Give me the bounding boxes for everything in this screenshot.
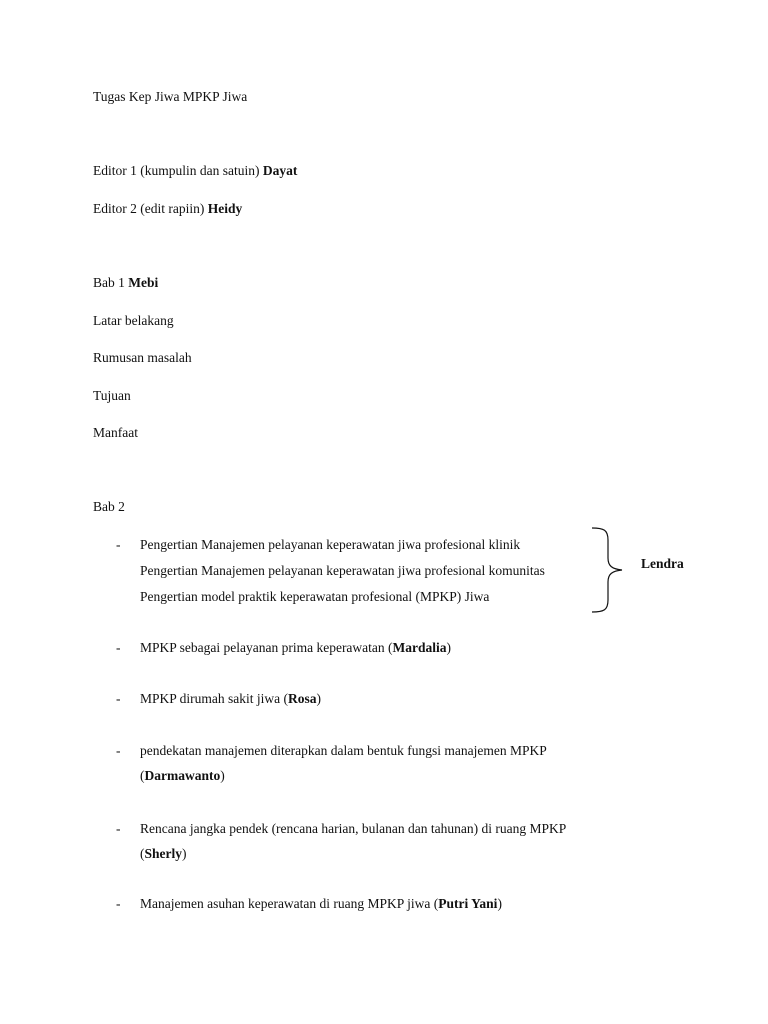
bullet-dash: - [116, 821, 121, 836]
item-assignee: Darmawanto [144, 768, 221, 783]
bab-2-item [140, 639, 451, 657]
item-text: MPKP dirumah sakit jiwa ( [140, 691, 288, 706]
editor-1-line [93, 162, 297, 180]
item-text: ( [140, 846, 145, 861]
item-assignee: Mardalia [392, 640, 447, 655]
group-line: Pengertian Manajemen pelayanan keperawatan jiwa profesional klinik [140, 537, 521, 552]
bab-2-item-line-1: Rencana jangka pendek (rencana harian, bulanan dan tahunan) di ruang MPKP [140, 821, 567, 836]
document-title: Tugas Kep Jiwa MPKP Jiwa [93, 89, 248, 104]
editor-1-label: Editor 1 (kumpulin dan satuin) [93, 163, 260, 178]
item-text: ( [140, 768, 145, 783]
item-assignee: Rosa [288, 691, 317, 706]
item-text-close: ) [220, 768, 225, 783]
editor-2-name: Heidy [207, 201, 243, 216]
item-text-close: ) [316, 691, 322, 706]
editor-2-line [93, 200, 242, 218]
bab-1-heading [93, 274, 158, 292]
bullet-dash: - [116, 691, 121, 706]
bab-2-item [140, 895, 502, 913]
bab-2-item-line-2 [140, 767, 225, 785]
item-assignee: Sherly [144, 846, 183, 861]
bab-1-item: Latar belakang [93, 313, 174, 328]
bullet-dash: - [116, 640, 121, 655]
bullet-dash: - [116, 896, 121, 911]
bab-2-heading: Bab 2 [93, 499, 125, 514]
curly-brace-icon [590, 526, 630, 614]
bab-2-item-line-1: pendekatan manajemen diterapkan dalam bentuk fungsi manajemen MPKP [140, 743, 547, 758]
bab-1-label: Bab 1 [93, 275, 125, 290]
item-text: Manajemen asuhan keperawatan di ruang MPKP jiwa ( [140, 896, 439, 911]
bab-1-item: Rumusan masalah [93, 350, 192, 365]
item-assignee: Putri Yani [438, 896, 498, 911]
bab-2-item [140, 690, 321, 708]
group-line: Pengertian Manajemen pelayanan keperawatan jiwa profesional komunitas [140, 563, 545, 578]
editor-2-label: Editor 2 (edit rapiin) [93, 201, 205, 216]
bab-1-assignee: Mebi [128, 275, 159, 290]
item-text-close: ) [497, 896, 502, 911]
group-line: Pengertian model praktik keperawatan profesional (MPKP) Jiwa [140, 589, 490, 604]
editor-1-name: Dayat [262, 163, 298, 178]
item-text-close: ) [446, 640, 452, 655]
bab-1-item: Tujuan [93, 388, 131, 403]
group-assignee: Lendra [641, 556, 684, 571]
bullet-dash: - [116, 743, 121, 758]
item-text-close: ) [182, 846, 187, 861]
item-text: MPKP sebagai pelayanan prima keperawatan ( [140, 640, 393, 655]
bab-1-item: Manfaat [93, 425, 138, 440]
bullet-dash: - [116, 537, 121, 552]
bab-2-item-line-2 [140, 845, 187, 863]
